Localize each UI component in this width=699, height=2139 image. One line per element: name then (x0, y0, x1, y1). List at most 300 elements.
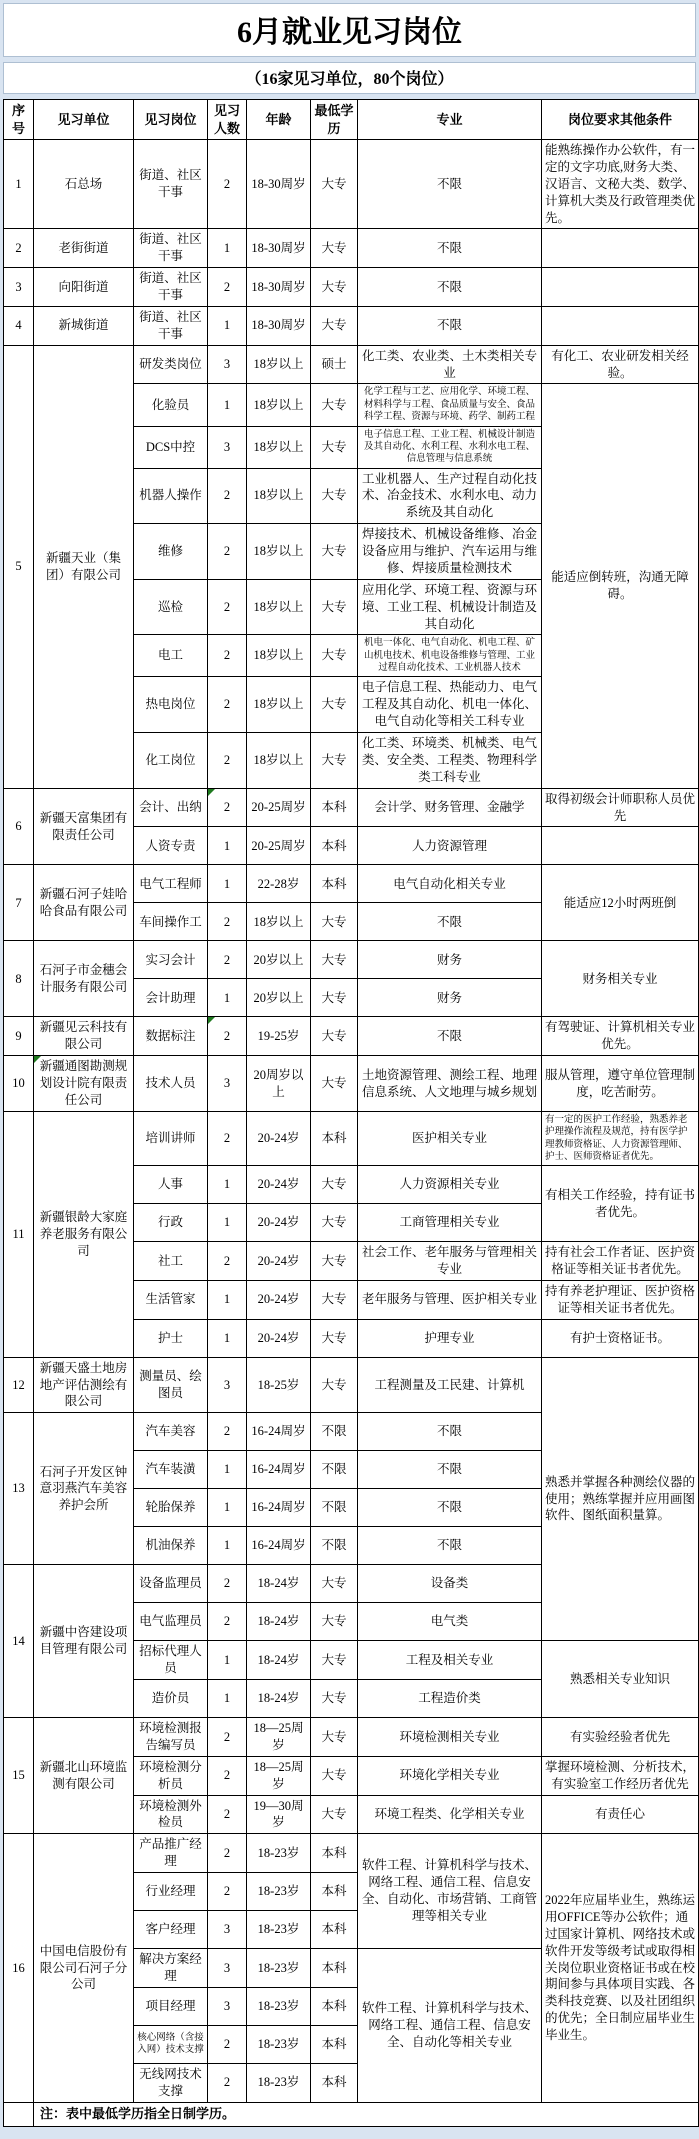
post-count: 2 (208, 468, 247, 524)
post-major: 老年服务与管理、医护相关专业 (358, 1280, 542, 1319)
post-age: 18-23岁 (247, 1911, 311, 1949)
post-count: 1 (208, 1280, 247, 1319)
post-name: 数据标注 (134, 1017, 208, 1056)
post-req: 有驾驶证、计算机相关专业优先。 (542, 1017, 699, 1056)
post-name: 环境检测分析员 (134, 1756, 208, 1795)
post-req: 有护士资格证书。 (542, 1319, 699, 1357)
post-req (542, 827, 699, 865)
post-age: 18岁以上 (247, 903, 311, 941)
post-age: 16-24周岁 (247, 1527, 311, 1565)
post-name: 护士 (134, 1319, 208, 1357)
post-count: 2 (208, 1873, 247, 1911)
post-age: 20-24岁 (247, 1319, 311, 1357)
post-name: 机油保养 (134, 1527, 208, 1565)
post-name: 人资专责 (134, 827, 208, 865)
post-count: 2 (208, 1565, 247, 1603)
post-major: 人力资源相关专业 (358, 1166, 542, 1204)
post-count: 2 (208, 1834, 247, 1873)
post-edu: 本科 (311, 1987, 358, 2025)
post-name: 电气监理员 (134, 1603, 208, 1641)
post-count: 2 (208, 788, 247, 827)
post-age: 19-25岁 (247, 1017, 311, 1056)
post-major: 化学工程与工艺、应用化学、环境工程、材料科学与工程、食品质量与安全、食品科学工程、资源与环境、药学、制药工程 (358, 384, 542, 426)
post-name: 汽车装潢 (134, 1451, 208, 1489)
post-name: 机器人操作 (134, 468, 208, 524)
unit-name: 新疆天富集团有限责任公司 (34, 788, 134, 865)
post-edu: 本科 (311, 1911, 358, 1949)
post-name: 汽车美容 (134, 1413, 208, 1451)
unit-name: 向阳街道 (34, 268, 134, 307)
col-header-edu: 最低学历 (311, 100, 358, 140)
post-edu: 大专 (311, 268, 358, 307)
position-row (4, 1718, 699, 1757)
post-major: 不限 (358, 140, 542, 229)
post-edu: 大专 (311, 468, 358, 524)
post-major: 环境化学相关专业 (358, 1756, 542, 1795)
post-age: 20-24岁 (247, 1280, 311, 1319)
position-row (4, 1357, 699, 1413)
post-count: 2 (208, 579, 247, 635)
unit-no: 6 (4, 788, 34, 865)
post-major: 工程测量及工民建、计算机 (358, 1357, 542, 1413)
post-age: 20-25周岁 (247, 788, 311, 827)
post-name: 社工 (134, 1242, 208, 1281)
position-row (4, 268, 699, 307)
unit-name: 新疆天盛土地房地产评估测绘有限公司 (34, 1357, 134, 1413)
post-req: 能适应倒转班，沟通无障碍。 (542, 384, 699, 788)
post-name: 行政 (134, 1204, 208, 1242)
post-req: 取得初级会计师职称人员优先 (542, 788, 699, 827)
post-req: 有实验经验者优先 (542, 1718, 699, 1757)
post-major: 不限 (358, 306, 542, 345)
post-req: 有化工、农业研发相关经验。 (542, 345, 699, 384)
position-row (4, 1056, 699, 1112)
post-count: 1 (208, 1204, 247, 1242)
post-count: 2 (208, 903, 247, 941)
unit-no: 10 (4, 1056, 34, 1112)
post-major: 不限 (358, 1527, 542, 1565)
post-age: 18岁以上 (247, 579, 311, 635)
post-age: 18-30周岁 (247, 229, 311, 268)
post-edu: 不限 (311, 1451, 358, 1489)
position-row (4, 1834, 699, 1873)
post-name: 化工岗位 (134, 733, 208, 789)
post-age: 18-25岁 (247, 1357, 311, 1413)
post-count: 3 (208, 345, 247, 384)
position-row (4, 140, 699, 229)
post-major: 会计学、财务管理、金融学 (358, 788, 542, 827)
post-count: 3 (208, 1911, 247, 1949)
post-edu: 大专 (311, 1565, 358, 1603)
unit-no: 7 (4, 865, 34, 941)
col-header-no: 序号 (4, 100, 34, 140)
post-age: 18岁以上 (247, 345, 311, 384)
unit-no: 12 (4, 1357, 34, 1413)
post-count: 1 (208, 306, 247, 345)
col-header-major: 专业 (358, 100, 542, 140)
post-name: 热电岗位 (134, 677, 208, 733)
post-req: 能熟练操作办公软件，有一定的文字功底,财务大类、汉语言、文秘大类、数学、计算机大类及行政管理类优先。 (542, 140, 699, 229)
post-age: 19—30周岁 (247, 1795, 311, 1834)
post-edu: 大专 (311, 941, 358, 979)
post-req: 2022年应届毕业生，熟练运用OFFICE等办公软件；通过国家计算机、网络技术或软件开发等级考试或取得相关岗位职业资格证书或在校期间参与具体项目实践、各类科技竞赛、以及社团组织的优先；全日制应届毕业生毕业生。 (542, 1834, 699, 2102)
post-major: 不限 (358, 1489, 542, 1527)
post-age: 20周岁以上 (247, 1056, 311, 1112)
post-major: 医护相关专业 (358, 1111, 542, 1165)
post-name: 电工 (134, 635, 208, 677)
post-name: 研发类岗位 (134, 345, 208, 384)
position-row (4, 306, 699, 345)
unit-no: 4 (4, 306, 34, 345)
unit-name: 新城街道 (34, 306, 134, 345)
post-edu: 大专 (311, 1319, 358, 1357)
post-age: 22-28岁 (247, 865, 311, 903)
post-edu: 大专 (311, 635, 358, 677)
post-count: 1 (208, 1641, 247, 1680)
post-name: 实习会计 (134, 941, 208, 979)
post-edu: 大专 (311, 1357, 358, 1413)
post-name: 解决方案经理 (134, 1949, 208, 1988)
post-major: 电气自动化相关专业 (358, 865, 542, 903)
post-edu: 大专 (311, 1242, 358, 1281)
post-edu: 大专 (311, 306, 358, 345)
post-req: 持有社会工作者证、医护资格证等相关证书者优先。 (542, 1242, 699, 1281)
post-edu: 大专 (311, 1603, 358, 1641)
unit-name: 中国电信股份有限公司石河子分公司 (34, 1834, 134, 2102)
post-edu: 本科 (311, 788, 358, 827)
post-count: 1 (208, 229, 247, 268)
post-count: 2 (208, 1795, 247, 1834)
post-req: 掌握环境检测、分析技术，有实验室工作经历者优先 (542, 1756, 699, 1795)
post-count: 1 (208, 1527, 247, 1565)
post-edu: 大专 (311, 1280, 358, 1319)
post-edu: 本科 (311, 1949, 358, 1988)
post-age: 18-23岁 (247, 1834, 311, 1873)
post-name: 生活管家 (134, 1280, 208, 1319)
positions-table (3, 99, 699, 2127)
post-age: 20-25周岁 (247, 827, 311, 865)
post-age: 18-30周岁 (247, 140, 311, 229)
post-name: 车间操作工 (134, 903, 208, 941)
post-req: 熟悉并掌握各种测绘仪器的使用；熟练掌握并应用画图软件、图纸面积量算。 (542, 1357, 699, 1641)
post-count: 1 (208, 979, 247, 1017)
post-count: 2 (208, 140, 247, 229)
col-header-age: 年龄 (247, 100, 311, 140)
post-edu: 大专 (311, 979, 358, 1017)
post-edu: 大专 (311, 1166, 358, 1204)
post-age: 18-30周岁 (247, 268, 311, 307)
post-req (542, 268, 699, 307)
post-age: 18岁以上 (247, 635, 311, 677)
unit-no: 2 (4, 229, 34, 268)
post-edu: 大专 (311, 579, 358, 635)
post-name: 会计助理 (134, 979, 208, 1017)
post-age: 16-24周岁 (247, 1489, 311, 1527)
position-row (4, 345, 699, 384)
post-count: 3 (208, 1056, 247, 1112)
post-edu: 本科 (311, 2063, 358, 2102)
post-count: 1 (208, 1319, 247, 1357)
post-edu: 大专 (311, 524, 358, 580)
post-name: 轮胎保养 (134, 1489, 208, 1527)
post-major: 设备类 (358, 1565, 542, 1603)
post-name: 造价员 (134, 1680, 208, 1718)
post-age: 18岁以上 (247, 468, 311, 524)
post-name: 设备监理员 (134, 1565, 208, 1603)
post-count: 1 (208, 865, 247, 903)
note-row (4, 2102, 699, 2126)
unit-name: 老街街道 (34, 229, 134, 268)
unit-name: 新疆见云科技有限公司 (34, 1017, 134, 1056)
post-name: 会计、出纳 (134, 788, 208, 827)
post-count: 2 (208, 1111, 247, 1165)
post-req: 能适应12小时两班倒 (542, 865, 699, 941)
post-name: 产品推广经理 (134, 1834, 208, 1873)
post-edu: 大专 (311, 1795, 358, 1834)
post-major: 工程及相关专业 (358, 1641, 542, 1680)
post-req: 有责任心 (542, 1795, 699, 1834)
page-title: 6月就业见习岗位 (3, 3, 696, 57)
post-count: 1 (208, 1451, 247, 1489)
post-major: 财务 (358, 979, 542, 1017)
post-count: 2 (208, 1017, 247, 1056)
post-name: 项目经理 (134, 1987, 208, 2025)
unit-no: 9 (4, 1017, 34, 1056)
post-major: 软件工程、计算机科学与技术、网络工程、通信工程、信息安全、自动化、市场营销、工商管理等相关专业 (358, 1834, 542, 1949)
post-name: 街道、社区干事 (134, 306, 208, 345)
post-name: 技术人员 (134, 1056, 208, 1112)
post-count: 1 (208, 1166, 247, 1204)
post-edu: 大专 (311, 1756, 358, 1795)
post-age: 20-24岁 (247, 1111, 311, 1165)
unit-no: 5 (4, 345, 34, 788)
post-edu: 本科 (311, 827, 358, 865)
post-major: 工商管理相关专业 (358, 1204, 542, 1242)
post-age: 18岁以上 (247, 524, 311, 580)
post-age: 20-24岁 (247, 1204, 311, 1242)
post-edu: 大专 (311, 1056, 358, 1112)
post-count: 2 (208, 2063, 247, 2102)
post-major: 不限 (358, 229, 542, 268)
post-edu: 本科 (311, 1873, 358, 1911)
post-age: 18—25周岁 (247, 1718, 311, 1757)
post-count: 2 (208, 524, 247, 580)
post-count: 1 (208, 384, 247, 426)
post-count: 3 (208, 1949, 247, 1988)
post-major: 人力资源管理 (358, 827, 542, 865)
post-edu: 大专 (311, 1204, 358, 1242)
post-name: 核心网络（含接入网）技术支撑 (134, 2025, 208, 2063)
unit-name: 新疆北山环境监测有限公司 (34, 1718, 134, 1834)
post-name: 电气工程师 (134, 865, 208, 903)
unit-no: 8 (4, 941, 34, 1017)
post-age: 18-23岁 (247, 1873, 311, 1911)
post-major: 化工类、环境类、机械类、电气类、安全类、工程类、物理科学类工科专业 (358, 733, 542, 789)
unit-no: 3 (4, 268, 34, 307)
post-count: 2 (208, 1718, 247, 1757)
post-edu: 不限 (311, 1489, 358, 1527)
post-age: 18-24岁 (247, 1680, 311, 1718)
note-empty-cell (4, 2102, 34, 2126)
post-edu: 本科 (311, 1834, 358, 1873)
unit-name: 石河子市金穗会计服务有限公司 (34, 941, 134, 1017)
post-edu: 大专 (311, 677, 358, 733)
position-row (4, 1111, 699, 1165)
post-edu: 不限 (311, 1413, 358, 1451)
post-count: 2 (208, 1603, 247, 1641)
post-age: 18-23岁 (247, 1949, 311, 1988)
post-age: 18-24岁 (247, 1641, 311, 1680)
unit-name: 石总场 (34, 140, 134, 229)
post-count: 2 (208, 2025, 247, 2063)
unit-no: 1 (4, 140, 34, 229)
post-name: 街道、社区干事 (134, 140, 208, 229)
post-name: 巡检 (134, 579, 208, 635)
post-age: 20岁以上 (247, 941, 311, 979)
post-name: 客户经理 (134, 1911, 208, 1949)
post-name: 人事 (134, 1166, 208, 1204)
post-major: 财务 (358, 941, 542, 979)
post-age: 16-24周岁 (247, 1451, 311, 1489)
post-count: 1 (208, 827, 247, 865)
post-major: 不限 (358, 1451, 542, 1489)
post-count: 3 (208, 426, 247, 468)
unit-no: 14 (4, 1565, 34, 1718)
unit-name: 新疆银龄大家庭养老服务有限公司 (34, 1111, 134, 1357)
post-age: 18-23岁 (247, 1987, 311, 2025)
post-req (542, 306, 699, 345)
unit-name: 新疆石河子娃哈哈食品有限公司 (34, 865, 134, 941)
post-count: 3 (208, 1987, 247, 2025)
post-major: 电气类 (358, 1603, 542, 1641)
position-row (4, 941, 699, 979)
post-req (542, 229, 699, 268)
post-major: 土地资源管理、测绘工程、地理信息系统、人文地理与城乡规划 (358, 1056, 542, 1112)
unit-name: 新疆天业（集团）有限公司 (34, 345, 134, 788)
post-req: 有相关工作经验，持有证书者优先。 (542, 1166, 699, 1242)
position-row (4, 1017, 699, 1056)
post-major: 机电一体化、电气自动化、机电工程、矿山机电技术、机电设备维修与管理、工业过程自动化技术、工业机器人技术 (358, 635, 542, 677)
unit-no: 16 (4, 1834, 34, 2102)
post-edu: 大专 (311, 229, 358, 268)
post-major: 工业机器人、生产过程自动化技术、冶金技术、水利水电、动力系统及其自动化 (358, 468, 542, 524)
unit-no: 15 (4, 1718, 34, 1834)
post-major: 软件工程、计算机科学与技术、网络工程、通信工程、信息安全、自动化等相关专业 (358, 1949, 542, 2103)
post-age: 18-24岁 (247, 1603, 311, 1641)
table-note: 注：表中最低学历指全日制学历。 (34, 2102, 699, 2126)
post-edu: 大专 (311, 903, 358, 941)
post-major: 不限 (358, 1413, 542, 1451)
unit-name: 新疆中咨建设项目管理有限公司 (34, 1565, 134, 1718)
post-name: 街道、社区干事 (134, 268, 208, 307)
post-edu: 大专 (311, 1680, 358, 1718)
unit-name: 新疆通图勘测规划设计院有限责任公司 (34, 1056, 134, 1112)
post-name: 街道、社区干事 (134, 229, 208, 268)
post-req: 财务相关专业 (542, 941, 699, 1017)
post-edu: 大专 (311, 1718, 358, 1757)
post-age: 20-24岁 (247, 1242, 311, 1281)
post-edu: 大专 (311, 426, 358, 468)
post-count: 2 (208, 1756, 247, 1795)
post-age: 18岁以上 (247, 384, 311, 426)
col-header-unit: 见习单位 (34, 100, 134, 140)
header-row (4, 100, 699, 140)
post-name: 维修 (134, 524, 208, 580)
post-count: 2 (208, 268, 247, 307)
post-count: 2 (208, 1242, 247, 1281)
post-age: 18-24岁 (247, 1565, 311, 1603)
post-edu: 大专 (311, 140, 358, 229)
post-age: 18岁以上 (247, 677, 311, 733)
unit-no: 13 (4, 1413, 34, 1565)
post-major: 电子信息工程、工业工程、机械设计制造及其自动化、水利工程、水利水电工程、信息管理与信息系统 (358, 426, 542, 468)
col-header-req: 岗位要求其他条件 (542, 100, 699, 140)
post-age: 18-23岁 (247, 2025, 311, 2063)
post-count: 1 (208, 1489, 247, 1527)
post-name: 行业经理 (134, 1873, 208, 1911)
post-count: 3 (208, 1357, 247, 1413)
post-req: 服从管理，遵守单位管理制度，吃苦耐劳。 (542, 1056, 699, 1112)
post-req: 持有养老护理证、医护资格证等相关证书者优先。 (542, 1280, 699, 1319)
post-edu: 本科 (311, 2025, 358, 2063)
post-age: 18岁以上 (247, 426, 311, 468)
post-major: 不限 (358, 903, 542, 941)
post-edu: 不限 (311, 1527, 358, 1565)
post-edu: 本科 (311, 865, 358, 903)
post-name: 化验员 (134, 384, 208, 426)
post-major: 环境工程类、化学相关专业 (358, 1795, 542, 1834)
post-major: 应用化学、环境工程、资源与环境、工业工程、机械设计制造及其自动化 (358, 579, 542, 635)
position-row (4, 229, 699, 268)
post-name: 环境检测报告编写员 (134, 1718, 208, 1757)
post-edu: 硕士 (311, 345, 358, 384)
post-edu: 大专 (311, 1017, 358, 1056)
post-name: 培训讲师 (134, 1111, 208, 1165)
post-age: 18-23岁 (247, 2063, 311, 2102)
post-major: 环境检测相关专业 (358, 1718, 542, 1757)
post-req: 熟悉相关专业知识 (542, 1641, 699, 1718)
post-major: 化工类、农业类、土木类相关专业 (358, 345, 542, 384)
post-count: 2 (208, 941, 247, 979)
post-count: 2 (208, 635, 247, 677)
col-header-post: 见习岗位 (134, 100, 208, 140)
page-subtitle: （16家见习单位，80个岗位） (3, 62, 696, 94)
post-edu: 大专 (311, 384, 358, 426)
position-row (4, 865, 699, 903)
post-req: 有一定的医护工作经验，熟悉养老护理操作流程及规范，持有医学护理教师资格证、人力资源管理师、护士、医师资格证者优先。 (542, 1111, 699, 1165)
post-name: 招标代理人员 (134, 1641, 208, 1680)
col-header-count: 见习人数 (208, 100, 247, 140)
post-count: 2 (208, 1413, 247, 1451)
post-major: 不限 (358, 268, 542, 307)
post-major: 不限 (358, 1017, 542, 1056)
post-count: 2 (208, 677, 247, 733)
post-age: 18-30周岁 (247, 306, 311, 345)
post-edu: 大专 (311, 733, 358, 789)
post-age: 18岁以上 (247, 733, 311, 789)
unit-no: 11 (4, 1111, 34, 1357)
post-age: 18—25周岁 (247, 1756, 311, 1795)
post-major: 护理专业 (358, 1319, 542, 1357)
post-edu: 本科 (311, 1111, 358, 1165)
unit-name: 石河子开发区钟意羽燕汽车美容养护会所 (34, 1413, 134, 1565)
position-row (4, 788, 699, 827)
post-age: 20岁以上 (247, 979, 311, 1017)
post-major: 电子信息工程、热能动力、电气工程及其自动化、机电一体化、电气自动化等相关工科专业 (358, 677, 542, 733)
post-count: 1 (208, 1680, 247, 1718)
post-edu: 大专 (311, 1641, 358, 1680)
post-count: 2 (208, 733, 247, 789)
